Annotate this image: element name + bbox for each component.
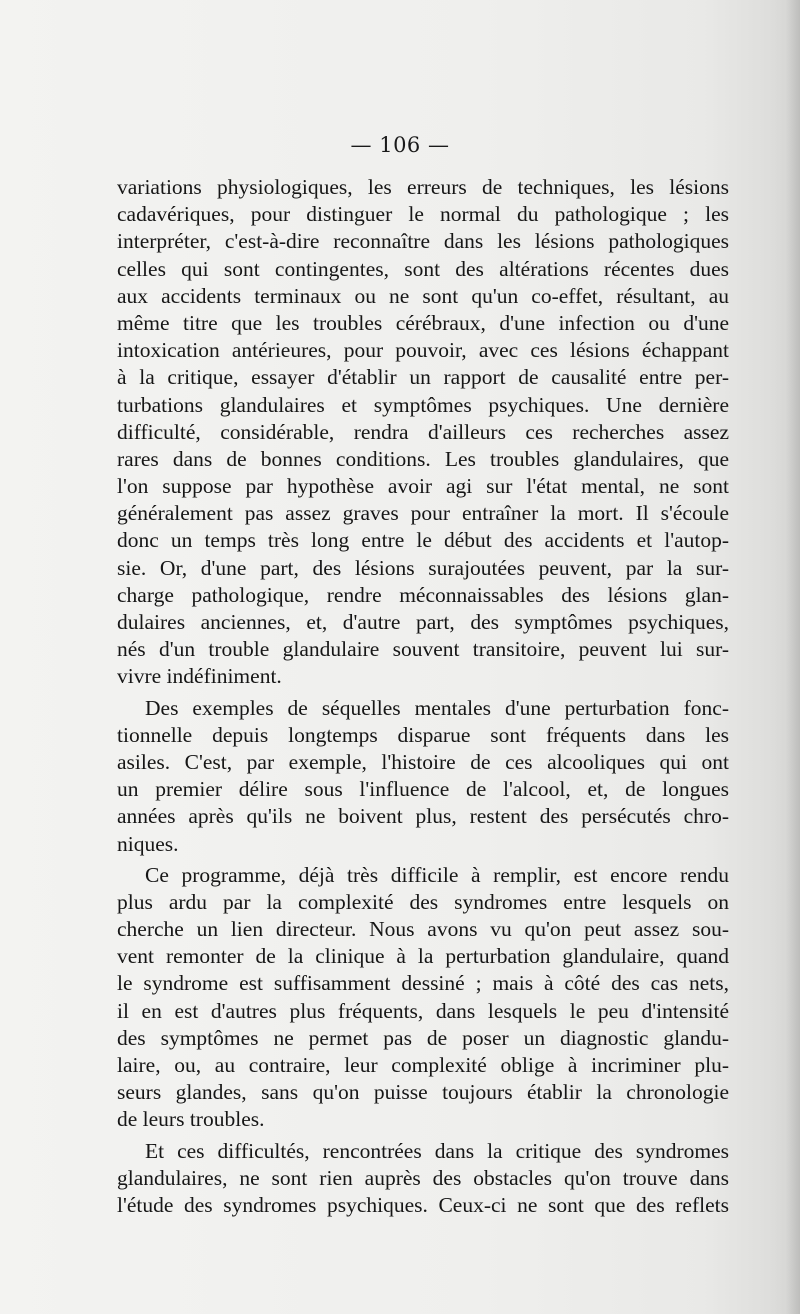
text-line: Des exemples de séquelles mentales d'une perturbation fonc- xyxy=(145,695,729,720)
text-line: l'étude des syndromes psychiques. Ceux-ci ne sont que des reflets xyxy=(117,1192,729,1217)
text-line: laire, ou, au contraire, leur complexité oblige à incriminer plu- xyxy=(117,1053,729,1077)
page-number: — 106 — xyxy=(350,133,450,157)
text-line: seurs glandes, sans qu'on puisse toujours établir la chronologie xyxy=(117,1080,729,1105)
text-line: turbations glandulaires et symptômes psychiques. Une dernière xyxy=(117,392,729,417)
text-line: difficulté, considérable, rendra d'ailleurs ces recherches assez xyxy=(117,419,729,444)
text-line: interpréter, c'est-à-dire reconnaître dans les lésions pathologiques xyxy=(117,229,729,254)
text-line: Et ces difficultés, rencontrées dans la critique des syndromes xyxy=(145,1138,729,1163)
text-line: donc un temps très long entre le début des accidents et l'autop- xyxy=(117,528,729,553)
text-line: rares dans de bonnes conditions. Les troubles glandulaires, que xyxy=(117,446,729,471)
paragraph-4 xyxy=(117,1138,729,1220)
text-line: même titre que les troubles cérébraux, d'une infection ou d'une xyxy=(117,310,729,335)
text-line: intoxication antérieures, pour pouvoir, avec ces lésions échappant xyxy=(117,338,729,363)
text-line: variations physiologiques, les erreurs de techniques, les lésions xyxy=(117,175,729,199)
text-line: asiles. C'est, par exemple, l'histoire de ces alcooliques qui ont xyxy=(117,749,729,774)
text-line: niques. xyxy=(117,831,179,856)
text-line: cadavériques, pour distinguer le normal du pathologique ; les xyxy=(117,202,729,227)
text-line: aux accidents terminaux ou ne sont qu'un co-effet, résultant, au xyxy=(117,283,729,308)
text-line: l'on suppose par hypothèse avoir agi sur l'état mental, ne sont xyxy=(117,474,729,499)
page-edge-shadow xyxy=(786,0,800,1314)
body-text xyxy=(117,174,729,1219)
text-line: nés d'un trouble glandulaire souvent transitoire, peuvent lui sur- xyxy=(117,637,729,662)
paragraph-3 xyxy=(117,862,729,1134)
text-line: un premier délire sous l'influence de l'alcool, et, de longues xyxy=(117,777,729,802)
text-line: généralement pas assez graves pour entraîner la mort. Il s'écoule xyxy=(117,501,729,526)
text-line: celles qui sont contingentes, sont des altérations récentes dues xyxy=(117,256,729,281)
text-line: des symptômes ne permet pas de poser un diagnostic glandu- xyxy=(117,1025,729,1050)
text-line: dulaires anciennes, et, d'autre part, des symptômes psychiques, xyxy=(117,610,729,634)
paragraph-1 xyxy=(117,174,729,691)
text-line: de leurs troubles. xyxy=(117,1107,265,1132)
text-line: tionnelle depuis longtemps disparue sont fréquents dans les xyxy=(117,722,729,747)
text-line: vivre indéfiniment. xyxy=(117,664,282,689)
text-line: sie. Or, d'une part, des lésions surajoutées peuvent, par la sur- xyxy=(117,555,729,580)
text-line: Ce programme, déjà très difficile à remplir, est encore rendu xyxy=(145,862,729,887)
text-line: le syndrome est suffisamment dessiné ; mais à côté des cas nets, xyxy=(117,971,729,996)
text-line: charge pathologique, rendre méconnaissables des lésions glan- xyxy=(117,582,729,607)
text-line: à la critique, essayer d'établir un rapport de causalité entre per- xyxy=(117,365,729,390)
text-line: cherche un lien directeur. Nous avons vu qu'on peut assez sou- xyxy=(117,917,729,942)
paragraph-2 xyxy=(117,695,729,858)
text-line: plus ardu par la complexité des syndromes entre lesquels on xyxy=(117,889,729,914)
text-line: années après qu'ils ne boivent plus, restent des persécutés chro- xyxy=(117,804,729,829)
text-line: il en est d'autres plus fréquents, dans lesquels le peu d'intensité xyxy=(117,998,729,1023)
text-line: vent remonter de la clinique à la perturbation glandulaire, quand xyxy=(117,944,729,969)
text-line: glandulaires, ne sont rien auprès des obstacles qu'on trouve dans xyxy=(117,1165,729,1190)
